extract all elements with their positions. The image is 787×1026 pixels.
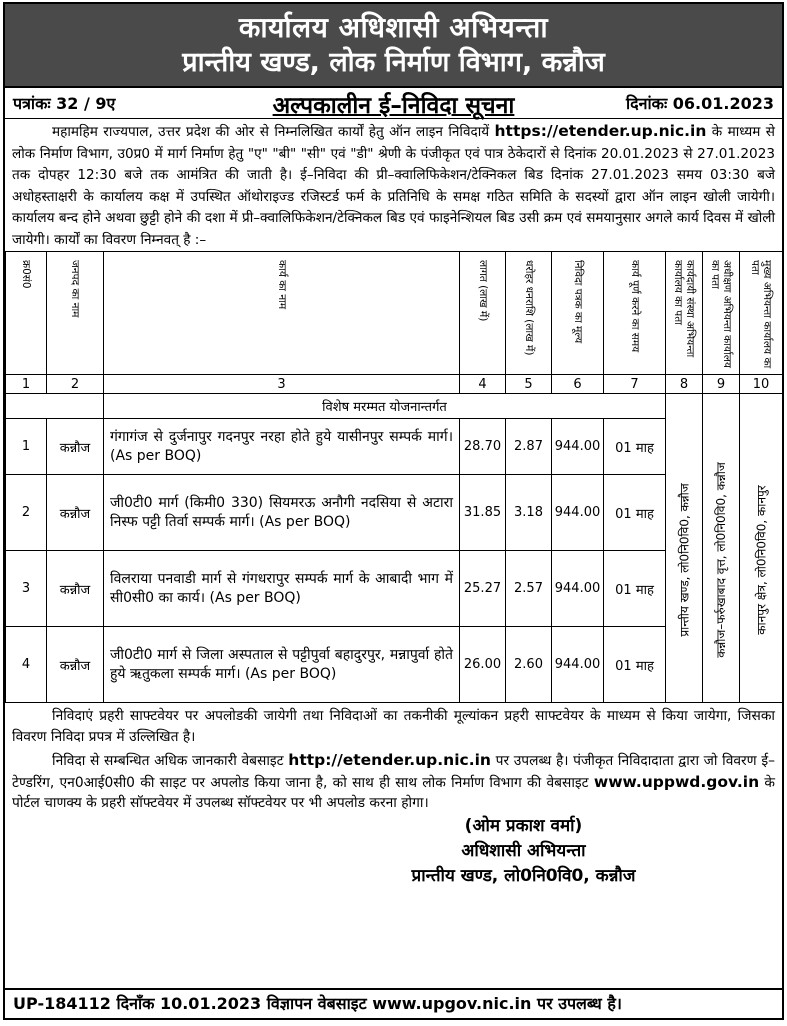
row-emd: 3.18 — [506, 475, 552, 551]
col-num: 4 — [460, 375, 506, 394]
row-sn: 2 — [6, 475, 47, 551]
row-cost: 25.27 — [460, 551, 506, 627]
col-num: 2 — [47, 375, 104, 394]
col-num: 9 — [703, 375, 740, 394]
section-row — [6, 394, 783, 419]
col-num: 8 — [666, 375, 703, 394]
row-period: 01 माह — [604, 419, 666, 475]
header-period: कार्य पूर्ण करने का समय — [604, 252, 666, 375]
signatory-name: (ओम प्रकाश वर्मा) — [464, 815, 583, 836]
signature-block — [265, 814, 782, 889]
upgov-site-link[interactable]: www.upgov.nic.in — [372, 994, 532, 1013]
division-title: प्रान्तीय खण्ड, लोक निर्माण विभाग, कन्नौज — [182, 47, 605, 78]
works-table — [5, 251, 783, 703]
header-form-cost: निविदा पत्रक का मूल्य — [552, 252, 604, 375]
etender-link[interactable]: https://etender.up.nic.in — [494, 122, 707, 140]
row-work: जी0टी0 मार्ग (किमी0 330) सियमरऊ अनौगी नदसिया से अटारा निस्फ पट्टी तिर्वा सम्पर्क मार्ग। (As per BOQ) — [104, 475, 460, 551]
row-cost: 26.00 — [460, 627, 506, 703]
row-district: कन्नौज — [47, 475, 104, 551]
office-title: कार्यालय अधिशासी अभियन्ता — [238, 11, 549, 44]
row-period: 01 माह — [604, 627, 666, 703]
footer-paragraph-2: निविदा से सम्बन्धित अधिक जानकारी वेबसाइट http://etender.up.nic.in पर उपलब्ध है। पंजीकृत निविदादाता द्वारा जो विवरण ई–टेण्डरिंग, एन0आई0सी0 की साइट पर अपलोड किया जाना है, को साथ ही साथ लोक निर्माण विभाग की वेबसाइट www.uppwd.gov.in के पोर्टल चाणक्य के प्रहरी सॉफ्टवेयर में उपलब्ध सॉफ्टवेयर पर भी अपलोड करना होगा। — [12, 751, 775, 811]
header-work-name: कार्य का नाम — [104, 252, 460, 375]
advertisement-footer: UP-184112 दिनाँक 10.01.2023 विज्ञापन वेबसाइट www.upgov.nic.in पर उपलब्ध है। — [5, 988, 782, 1018]
header-ee-office: कार्यदायी संस्था अभियन्ता कार्यालय का पता — [666, 252, 703, 375]
row-work: गंगागंज से दुर्जनापुर गदनपुर नरहा होते हुये यासीनपुर सम्पर्क मार्ग। (As per BOQ) — [104, 419, 460, 475]
row-form-cost: 944.00 — [552, 419, 604, 475]
section-title: विशेष मरम्मत योजनान्तर्गत — [104, 394, 666, 419]
row-period: 01 माह — [604, 551, 666, 627]
row-sn: 3 — [6, 551, 47, 627]
table-row — [6, 419, 783, 475]
notice-date: दिनांकः 06.01.2023 — [626, 94, 774, 113]
reference-number: पत्रांकः 32 / 9ए — [13, 94, 116, 113]
header-emd: धरोहर धनराशि (लाख में) — [506, 252, 552, 375]
col-num: 7 — [604, 375, 666, 394]
header-district: जनपद का नाम — [47, 252, 104, 375]
header-row — [6, 252, 783, 375]
reference-line — [5, 88, 782, 119]
row-emd: 2.87 — [506, 419, 552, 475]
tender-notice-page — [3, 2, 784, 1020]
column-number-row — [6, 375, 783, 394]
row-work: जी0टी0 मार्ग से जिला अस्पताल से पट्टीपुर्वा बहादुरपुर, मन्नापुर्वा होते हुये ऋतुकला सम्पर्क मार्ग। (As per BOQ) — [104, 627, 460, 703]
row-form-cost: 944.00 — [552, 475, 604, 551]
row-work: विलराया पनवाडी मार्ग से गंगधरापुर सम्पर्क मार्ग के आबादी भाग में सी0सी0 का कार्य। (As per BOQ) — [104, 551, 460, 627]
col-num: 10 — [740, 375, 783, 394]
row-emd: 2.57 — [506, 551, 552, 627]
etender-site-link[interactable]: http://etender.up.nic.in — [288, 751, 491, 769]
col-num: 1 — [6, 375, 47, 394]
row-form-cost: 944.00 — [552, 551, 604, 627]
row-district: कन्नौज — [47, 551, 104, 627]
ce-office-cell: कानपुर क्षेत्र, लो0नि0वि0, कानपुर — [740, 419, 783, 703]
header-ce-office: मुख्य अभियन्ता कार्यालय का पता — [740, 252, 783, 375]
col-num: 3 — [104, 375, 460, 394]
signatory-designation: अधिशासी अभियन्ता — [461, 840, 586, 861]
row-district: कन्नौज — [47, 419, 104, 475]
row-cost: 28.70 — [460, 419, 506, 475]
notice-title: अल्पकालीन ई–निविदा सूचना — [272, 93, 515, 119]
office-header — [5, 4, 782, 88]
col-num: 5 — [506, 375, 552, 394]
se-office-cell: कन्नौज–फर्रुखाबाद वृत्त, लो0नि0वि0, कन्नौज — [703, 419, 740, 703]
row-sn: 1 — [6, 419, 47, 475]
row-emd: 2.60 — [506, 627, 552, 703]
footer-paragraph-1: निविदाएं प्रहरी साफ्टवेयर पर अपलोडकी जायेगी तथा निविदाओं का तकनीकी मूल्यांकन प्रहरी साफ्टवेयर के माध्यम से किया जायेगा, जिसका विवरण निविदा प्रपत्र में उल्लिखित है। — [12, 708, 775, 745]
header-se-office: अधीक्षण अभियन्ता कार्यालय का पता — [703, 252, 740, 375]
row-period: 01 माह — [604, 475, 666, 551]
row-cost: 31.85 — [460, 475, 506, 551]
header-cost: लागत (लाख में) — [460, 252, 506, 375]
row-sn: 4 — [6, 627, 47, 703]
row-form-cost: 944.00 — [552, 627, 604, 703]
intro-paragraph: महामहिम राज्यपाल, उत्तर प्रदेश की ओर से निम्नलिखित कार्यों हेतु ऑन लाइन निविदायें https://etender.up.nic.in के माध्यम से लोक निर्माण विभाग, उ0प्र0 में मार्ग निर्माण हेतु "ए" "बी" "सी" एवं "डी" श्रेणी के पंजीकृत एवं पात्र ठेकेदारों से दिनांक 20.01.2023 से 27.01.2023 तक दोपहर 12:30 बजे तक आमंत्रित की जाती है। ई–निविदा की प्री–क्वालिफिकेशन/टेक्निकल बिड दिनांक 27.01.2023 समय 03:30 बजे अधोहस्ताक्षरी के कार्यालय कक्ष में उपस्थित ऑथोराइज्ड रजिस्टर्ड फर्म के प्रतिनिधि के समक्ष गठित समिति के सदस्यों द्वारा ऑन लाइन खोली जायेगी। कार्यालय बन्द होने अथवा छुट्टी होने की दशा में प्री–क्वालिफिकेशन/टेक्निकल बिड एवं फाइनेन्शियल बिड उसी क्रम एवं समयानुसार अगले कार्य दिवस में खोली जायेगी। कार्यों का विवरण निम्नवत् है :– — [12, 122, 775, 248]
row-district: कन्नौज — [47, 627, 104, 703]
ee-office-cell: प्रान्तीय खण्ड, लो0नि0वि0, कन्नौज — [666, 419, 703, 703]
signatory-office: प्रान्तीय खण्ड, लो0नि0वि0, कन्नौज — [411, 865, 636, 886]
header-sn: क्र0सं0 — [6, 252, 47, 375]
col-num: 6 — [552, 375, 604, 394]
uppwd-site-link[interactable]: www.uppwd.gov.in — [593, 772, 760, 791]
